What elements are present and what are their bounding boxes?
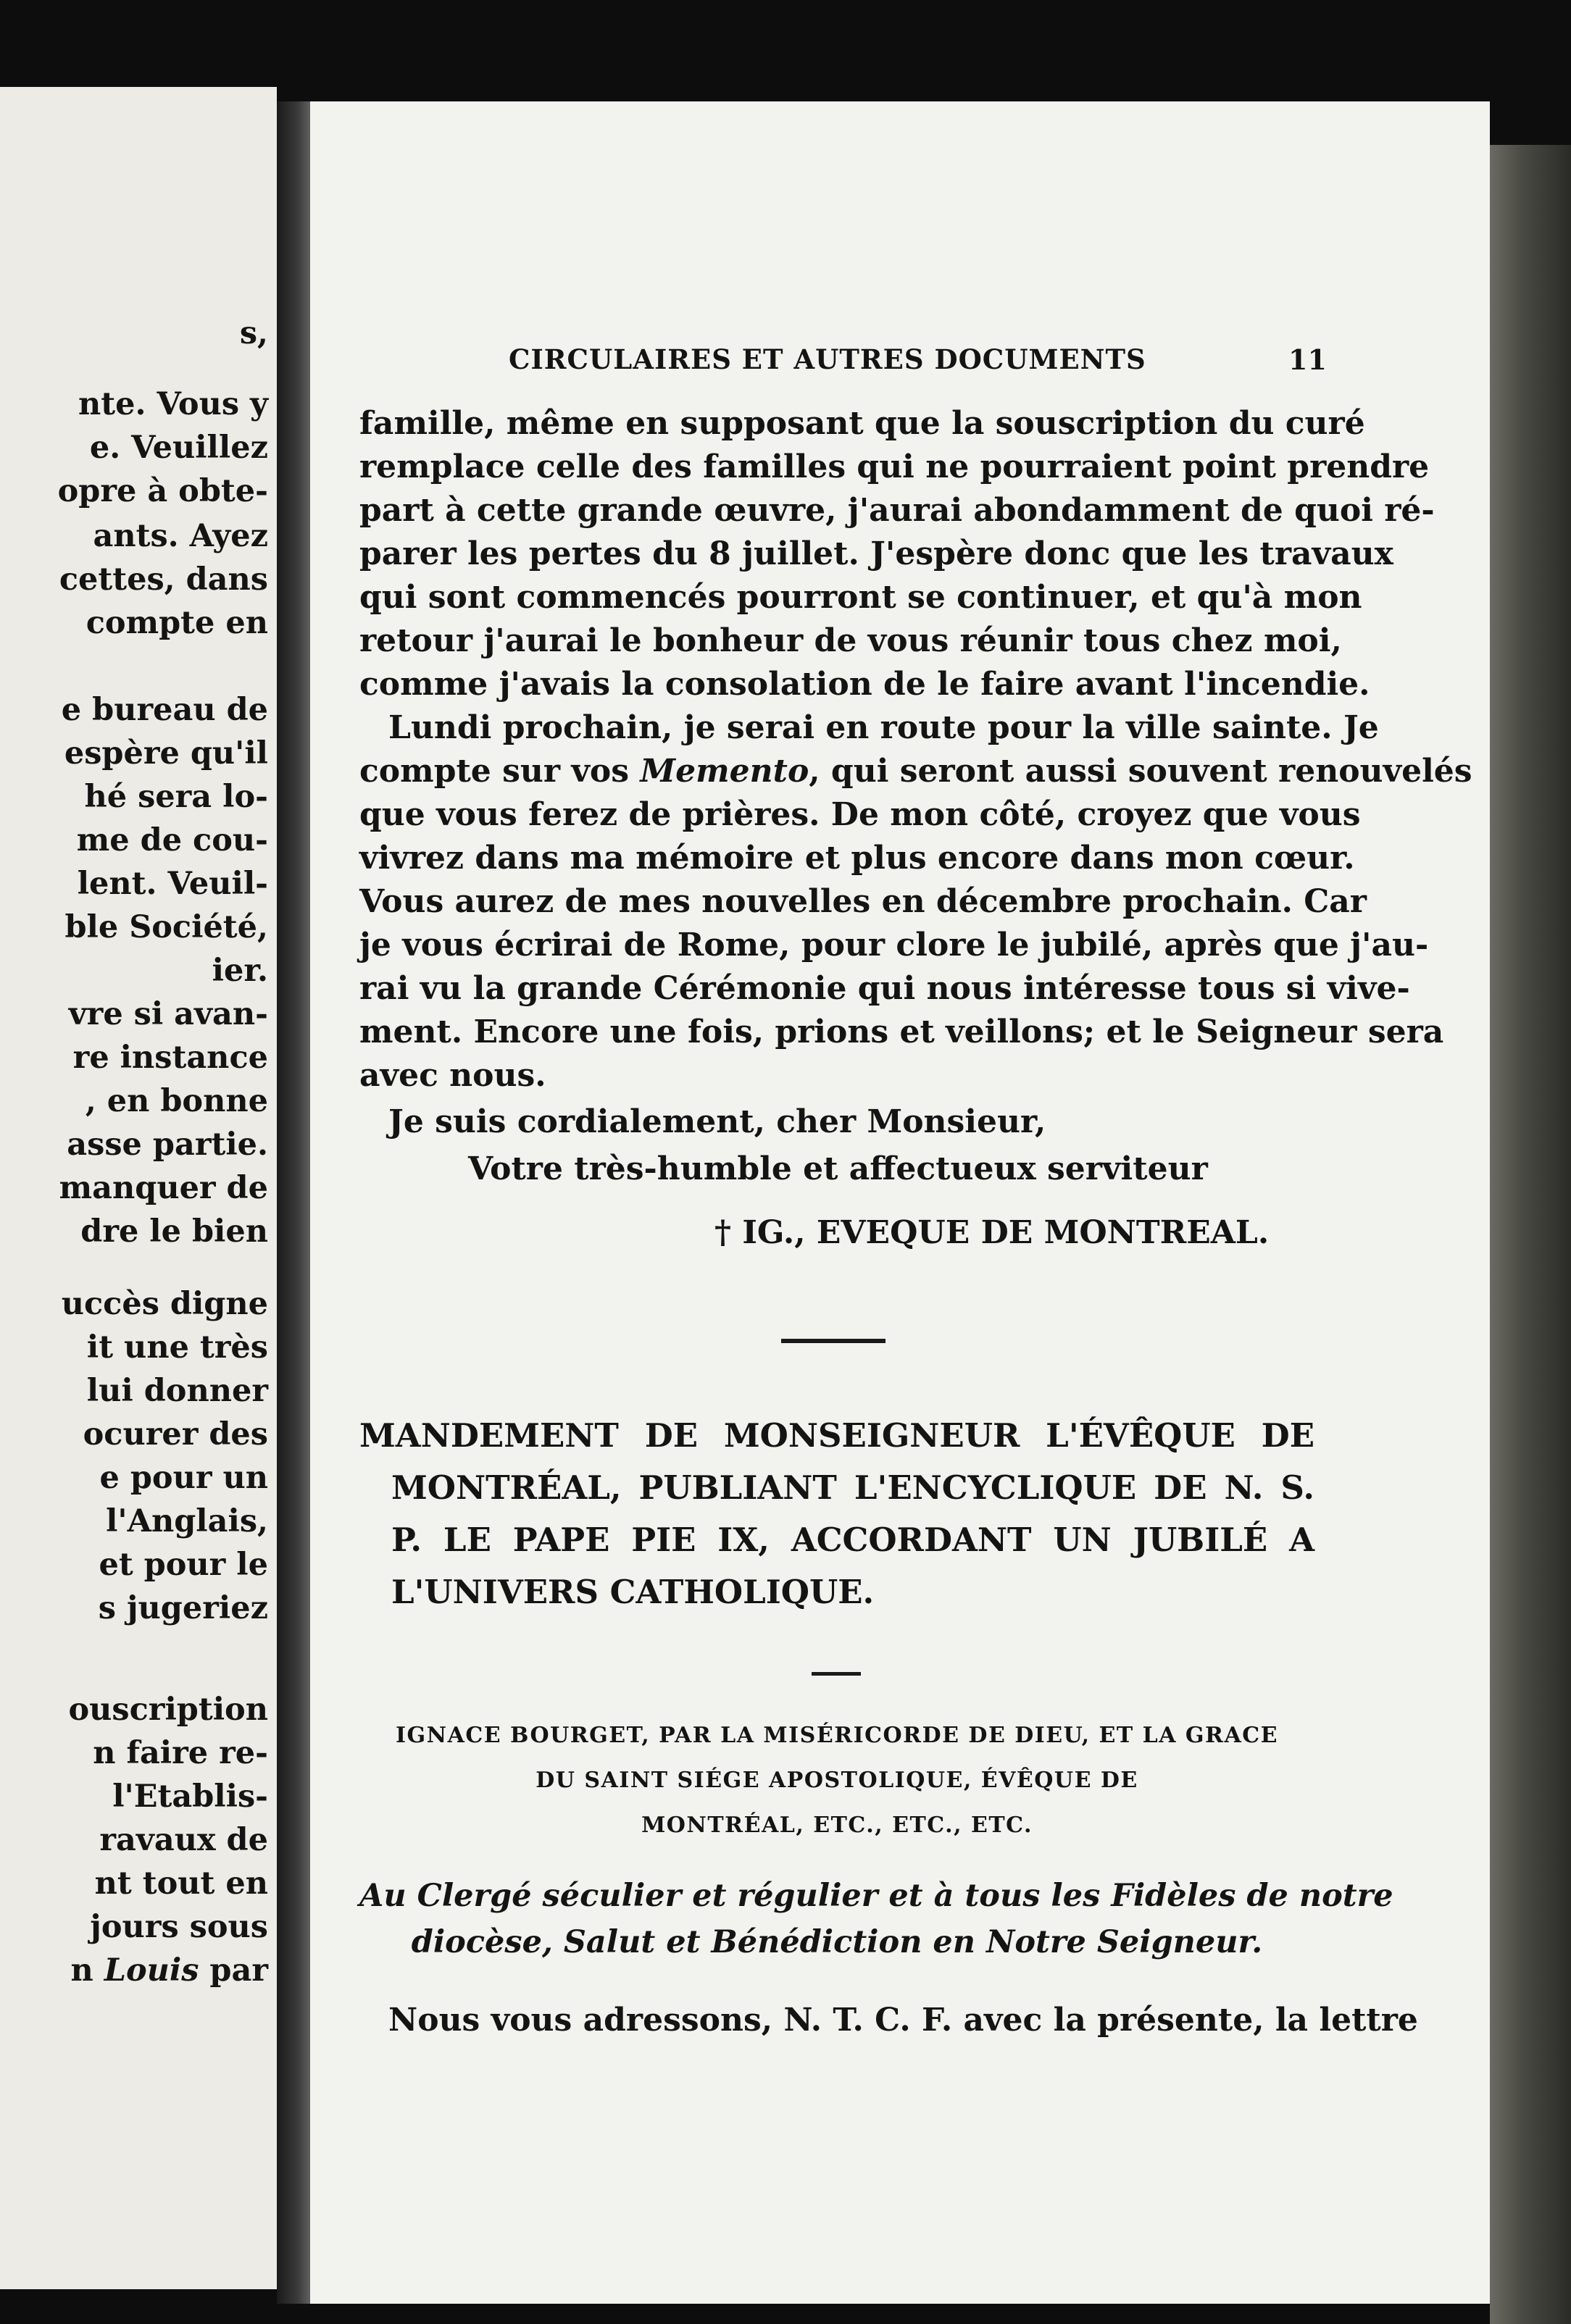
letter-line: rai vu la grande Cérémonie qui nous intéresse tous si vive- [359, 970, 1410, 1007]
short-rule [812, 1672, 861, 1676]
facing-page-line: ocurer des [83, 1416, 268, 1452]
text-segment: compte sur vos [359, 753, 641, 790]
facing-page-line: opre à obte- [57, 473, 268, 509]
facing-page-line: manquer de [59, 1170, 268, 1206]
letter-line: parer les pertes du 8 juillet. J'espère donc que les travaux [359, 535, 1393, 572]
letter-line: remplace celle des familles qui ne pourraient point prendre [359, 448, 1430, 485]
section-rule [781, 1339, 885, 1343]
letter-line: vivrez dans ma mémoire et plus encore dans mon cœur. [359, 840, 1355, 877]
letter-line: part à cette grande œuvre, j'aurai abondamment de quoi ré- [359, 492, 1435, 529]
mandement-body-line: Nous vous adressons, N. T. C. F. avec la présente, la lettre [388, 2002, 1418, 2039]
letter-line: ment. Encore une fois, prions et veillons; et le Seigneur sera [359, 1013, 1444, 1050]
mandement-title-line: MONTRÉAL, PUBLIANT L'ENCYCLIQUE DE N. S. [391, 1468, 1314, 1507]
page-edge [1490, 145, 1571, 2324]
text-segment: , qui seront aussi souvent renouvelés [809, 753, 1472, 790]
facing-page-line: it une très [86, 1329, 268, 1366]
letter-line: Lundi prochain, je serai en route pour la ville sainte. Je [388, 709, 1379, 746]
letter-line: Vous aurez de mes nouvelles en décembre prochain. Car [359, 883, 1367, 920]
facing-page-line: l'Anglais, [106, 1503, 268, 1539]
mandement-title-line: L'UNIVERS CATHOLIQUE. [391, 1573, 875, 1611]
facing-page-line: s jugeriez [98, 1590, 268, 1626]
facing-page-line: ouscription [68, 1692, 268, 1728]
facing-page-line: jours sous [90, 1909, 268, 1945]
letter-line: que vous ferez de prières. De mon côté, croyez que vous [359, 796, 1361, 833]
facing-page-column [0, 87, 277, 2289]
facing-page-line: ier. [212, 953, 268, 989]
facing-page-line: l'Etablis- [112, 1778, 268, 1815]
facing-page-line: asse partie. [67, 1127, 268, 1163]
bishop-line: IGNACE BOURGET, PAR LA MISÉRICORDE DE DIEU, ET LA GRACE [396, 1723, 1278, 1748]
letter-line: famille, même en supposant que la souscription du curé [359, 405, 1365, 442]
running-header: CIRCULAIRES ET AUTRES DOCUMENTS [509, 343, 1146, 375]
letter-line [359, 751, 1472, 793]
mandement-title-line: P. LE PAPE PIE IX, ACCORDANT UN JUBILÉ A [391, 1521, 1314, 1559]
facing-page-line: e bureau de [61, 692, 268, 728]
salutation: Je suis cordialement, cher Monsieur, [388, 1103, 1046, 1140]
facing-page-line: ravaux de [99, 1822, 268, 1858]
page-number: 11 [1288, 343, 1327, 376]
facing-page-line: e pour un [99, 1460, 268, 1496]
letter-line: avec nous. [359, 1057, 546, 1094]
facing-page-line: me de cou- [76, 822, 268, 858]
facing-page-line: re instance [72, 1040, 268, 1076]
facing-page-line: lent. Veuil- [77, 866, 268, 902]
bishop-line: MONTRÉAL, ETC., ETC., ETC. [641, 1813, 1033, 1838]
facing-page-line: compte en [86, 605, 268, 641]
letter-line: comme j'avais la consolation de le faire avant l'incendie. [359, 666, 1370, 703]
address-line: diocèse, Salut et Bénédiction en Notre Seigneur. [411, 1924, 1263, 1960]
facing-page-line: nte. Vous y [78, 386, 268, 422]
mandement-title-line: MANDEMENT DE MONSEIGNEUR L'ÉVÊQUE DE [359, 1416, 1314, 1455]
facing-page-line: n faire re- [93, 1735, 268, 1771]
closing-line: Votre très-humble et affectueux serviteur [468, 1150, 1208, 1187]
facing-page-line: dre le bien [80, 1213, 268, 1250]
facing-page-line: hé sera lo- [84, 779, 268, 815]
letter-line: retour j'aurai le bonheur de vous réunir tous chez moi, [359, 622, 1342, 659]
facing-page-line: n Louis par [70, 1952, 268, 1989]
facing-page-line: ants. Ayez [93, 518, 268, 554]
letter-line: je vous écrirai de Rome, pour clore le jubilé, après que j'au- [359, 927, 1429, 964]
facing-page-line: lui donner [86, 1373, 268, 1409]
bishop-line: DU SAINT SIÉGE APOSTOLIQUE, ÉVÊQUE DE [536, 1768, 1138, 1793]
letter-line: qui sont commencés pourront se continuer, et qu'à mon [359, 579, 1362, 616]
facing-page-line: et pour le [99, 1547, 268, 1583]
facing-page-line: nt tout en [94, 1865, 268, 1902]
facing-page-line: ble Société, [64, 909, 268, 945]
facing-page-line: vre si avan- [68, 996, 268, 1032]
facing-page-line: , en bonne [85, 1083, 268, 1119]
facing-page-line: s, [239, 315, 268, 351]
signature: † IG., EVEQUE DE MONTREAL. [714, 1214, 1270, 1251]
facing-page-line: e. Veuillez [89, 430, 268, 466]
memento-italic: Memento [640, 753, 809, 790]
address-line: Au Clergé séculier et régulier et à tous les Fidèles de notre [359, 1878, 1393, 1914]
facing-page-line: uccès digne [61, 1286, 268, 1322]
book-gutter [277, 101, 314, 2304]
facing-page-line: espère qu'il [64, 735, 268, 772]
facing-page-line: cettes, dans [59, 561, 268, 598]
